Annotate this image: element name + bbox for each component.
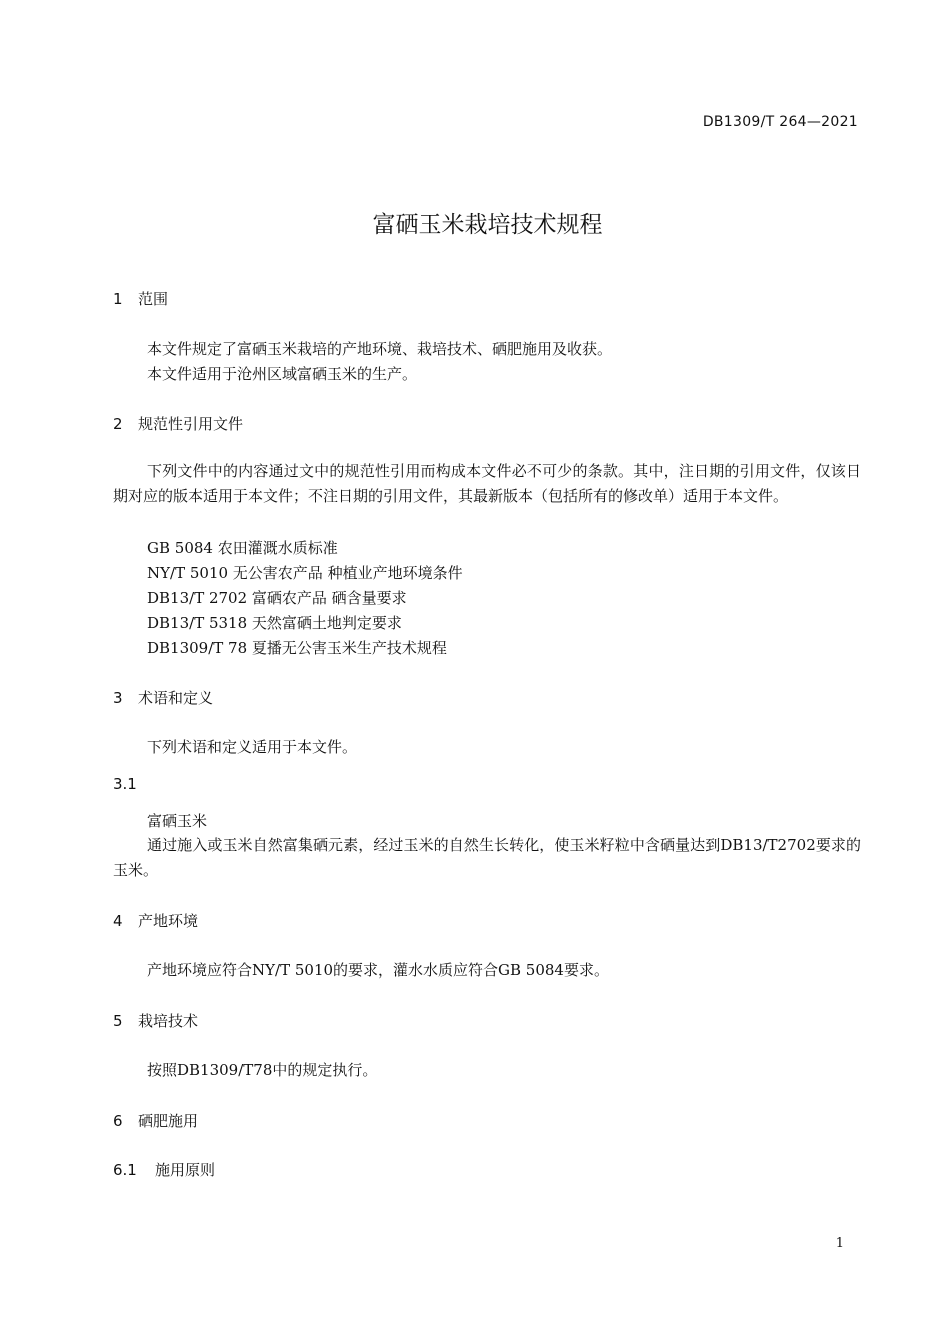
section-1-heading bbox=[113, 288, 168, 309]
clause-3-1-number: 3.1 bbox=[113, 775, 137, 793]
reference-nyt5010: NY/T 5010 无公害农产品 种植业产地环境条件 bbox=[147, 564, 463, 582]
term-definition: 通过施入或玉米自然富集硒元素，经过玉米的自然生长转化，使玉米籽粒中含硒量达到DB13/T2702要求的玉米。 bbox=[113, 836, 861, 879]
section-2-number: 2 bbox=[113, 415, 123, 433]
clause-6-1-heading bbox=[113, 1159, 215, 1180]
clause-6-1-title: 施用原则 bbox=[155, 1161, 216, 1179]
section-3-title: 术语和定义 bbox=[138, 689, 214, 707]
section-4-heading bbox=[113, 910, 198, 931]
reference-db1309t78: DB1309/T 78 夏播无公害玉米生产技术规程 bbox=[147, 639, 447, 657]
section-1-title: 范围 bbox=[138, 290, 169, 308]
section-3-paragraph: 下列术语和定义适用于本文件。 bbox=[147, 738, 358, 756]
section-4-number: 4 bbox=[113, 912, 123, 930]
section-3-number: 3 bbox=[113, 689, 123, 707]
section-4-title: 产地环境 bbox=[138, 912, 199, 930]
section-6-heading bbox=[113, 1110, 198, 1131]
term-selenium-rich-corn: 富硒玉米 bbox=[147, 812, 208, 830]
section-3-heading bbox=[113, 687, 213, 708]
section-1-paragraph-2: 本文件适用于沧州区域富硒玉米的生产。 bbox=[147, 365, 418, 383]
section-5-paragraph: 按照DB1309/T78中的规定执行。 bbox=[147, 1061, 378, 1079]
page-number: 1 bbox=[835, 1236, 844, 1251]
section-1-number: 1 bbox=[113, 290, 123, 308]
section-6-number: 6 bbox=[113, 1112, 123, 1130]
section-5-title: 栽培技术 bbox=[138, 1012, 199, 1030]
section-2-heading bbox=[113, 413, 243, 434]
section-2-title: 规范性引用文件 bbox=[138, 415, 244, 433]
reference-db13t5318: DB13/T 5318 天然富硒土地判定要求 bbox=[147, 614, 402, 632]
document-title: 富硒玉米栽培技术规程 bbox=[372, 212, 603, 238]
reference-gb5084: GB 5084 农田灌溉水质标准 bbox=[147, 539, 338, 557]
section-1-paragraph-1: 本文件规定了富硒玉米栽培的产地环境、栽培技术、硒肥施用及收获。 bbox=[147, 340, 613, 358]
section-6-title: 硒肥施用 bbox=[138, 1112, 199, 1130]
section-5-heading bbox=[113, 1010, 198, 1031]
reference-db13t2702: DB13/T 2702 富硒农产品 硒含量要求 bbox=[147, 589, 407, 607]
section-5-number: 5 bbox=[113, 1012, 123, 1030]
document-number: DB1309/T 264—2021 bbox=[702, 114, 858, 130]
section-4-paragraph: 产地环境应符合NY/T 5010的要求，灌水水质应符合GB 5084要求。 bbox=[147, 961, 609, 979]
clause-6-1-number: 6.1 bbox=[113, 1161, 137, 1179]
section-2-intro: 下列文件中的内容通过文中的规范性引用而构成本文件必不可少的条款。其中，注日期的引用文件，仅该日期对应的版本适用于本文件；不注日期的引用文件，其最新版本（包括所有的修改单）适用于本文件。 bbox=[113, 462, 861, 505]
